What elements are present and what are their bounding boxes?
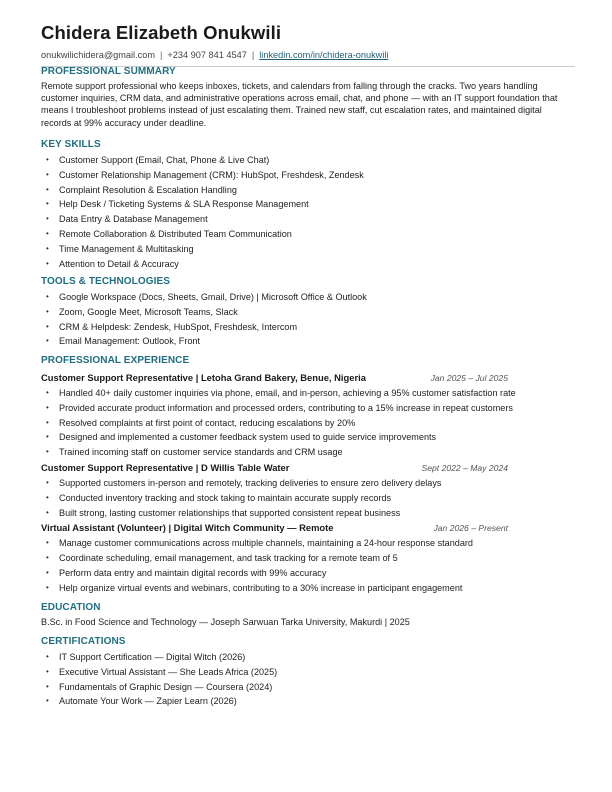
job-header xyxy=(41,461,508,475)
summary-section xyxy=(41,66,573,129)
certifications-list xyxy=(41,650,277,709)
list-item: • Supported customers in-person and remotely, tracking deliveries to ensure zero delivery delays xyxy=(41,476,516,491)
summary-text: Remote support professional who keeps inboxes, tickets, and calendars from falling through the cracks. Two years handling customer inquiries, CRM data, and administrative operations across email, chat, and phone — with an IT support foundation that means I troubleshoot problems instead of just escalating them. Trained new staff, cut escalation rates, and maintained digital records at 99% accuracy under deadline. xyxy=(41,81,558,128)
contact-separator: | xyxy=(160,50,163,60)
list-item: • CRM & Helpdesk: Zendesk, HubSpot, Freshdesk, Intercom xyxy=(41,320,367,335)
list-item: • Fundamentals of Graphic Design — Coursera (2024) xyxy=(41,680,277,695)
list-item: • Complaint Resolution & Escalation Handling xyxy=(41,183,364,198)
job-title: Customer Support Representative | D Willis Table Water xyxy=(41,461,290,473)
list-item: • Automate Your Work — Zapier Learn (2026) xyxy=(41,694,277,709)
list-item: • IT Support Certification — Digital Witch (2026) xyxy=(41,650,277,665)
job-title: Customer Support Representative | Letoha Grand Bakery, Benue, Nigeria xyxy=(41,372,366,383)
list-item: • Customer Support (Email, Chat, Phone & Live Chat) xyxy=(41,153,364,168)
job-title: Virtual Assistant (Volunteer) | Digital Witch Community — Remote xyxy=(41,522,334,534)
section-title-tools: TOOLS & TECHNOLOGIES xyxy=(41,276,171,287)
tools-list xyxy=(41,290,367,349)
job-dates: Sept 2022 – May 2024 xyxy=(421,462,508,473)
linkedin-link[interactable]: linkedin.com/in/chidera-onukwili xyxy=(259,50,389,60)
job-header xyxy=(41,371,508,385)
list-item: • Provided accurate product information and processed orders, contributing to a 15% increase in repeat customers xyxy=(41,401,516,416)
contact-line xyxy=(41,49,576,61)
list-item: • Coordinate scheduling, email management, and task tracking for a remote team of 5 xyxy=(41,551,516,566)
skills-list xyxy=(41,153,364,271)
list-item: • Google Workspace (Docs, Sheets, Gmail, Drive) | Microsoft Office & Outlook xyxy=(41,290,367,305)
list-item: • Manage customer communications across multiple channels, maintaining a 24-hour response standard xyxy=(41,536,516,551)
experience-section xyxy=(41,355,516,596)
contact-separator: | xyxy=(251,50,255,60)
list-item: • Remote Collaboration & Distributed Team Communication xyxy=(41,227,364,242)
section-title-experience: PROFESSIONAL EXPERIENCE xyxy=(41,355,190,366)
section-title-summary: PROFESSIONAL SUMMARY xyxy=(41,66,176,77)
list-item: • Help organize virtual events and webinars, contributing to a 30% increase in participant engagement xyxy=(41,581,516,596)
tools-section xyxy=(41,276,367,349)
job-bullets xyxy=(41,386,516,460)
list-item: • Perform data entry and maintain digital records with 99% accuracy xyxy=(41,566,516,581)
list-item: • Trained incoming staff on customer service standards and CRM usage xyxy=(41,445,516,460)
section-title-skills: KEY SKILLS xyxy=(41,139,101,150)
email-text: onukwilichidera@gmail.com xyxy=(41,50,156,60)
list-item: • Help Desk / Ticketing Systems & SLA Response Management xyxy=(41,197,364,212)
list-item: • Zoom, Google Meet, Microsoft Teams, Slack xyxy=(41,305,367,320)
job-bullets xyxy=(41,536,516,595)
phone-text: +234 907 841 4547 xyxy=(167,50,247,60)
list-item: • Resolved complaints at first point of contact, reducing escalations by 20% xyxy=(41,416,516,431)
education-section xyxy=(41,602,410,629)
education-entry: B.Sc. in Food Science and Technology — Joseph Sarwuan Tarka University, Makurdi | 2025 xyxy=(41,617,410,627)
list-item: • Email Management: Outlook, Front xyxy=(41,334,367,349)
list-item: • Time Management & Multitasking xyxy=(41,242,364,257)
job-dates: Jan 2025 – Jul 2025 xyxy=(430,373,508,383)
list-item: • Executive Virtual Assistant — She Leads Africa (2025) xyxy=(41,665,277,680)
job-bullets xyxy=(41,476,516,520)
skills-section xyxy=(41,139,364,271)
list-item: • Attention to Detail & Accuracy xyxy=(41,257,364,272)
list-item: • Designed and implemented a customer feedback system used to guide service improvements xyxy=(41,430,516,445)
section-title-education: EDUCATION xyxy=(41,602,101,613)
list-item: • Handled 40+ daily customer inquiries via phone, email, and in-person, achieving a 95% customer satisfaction rate xyxy=(41,386,516,401)
list-item: • Built strong, lasting customer relationships that supported consistent repeat business xyxy=(41,506,516,521)
list-item: • Conducted inventory tracking and stock taking to maintain accurate supply records xyxy=(41,491,516,506)
job-dates: Jan 2026 – Present xyxy=(433,523,508,534)
list-item: • Customer Relationship Management (CRM): HubSpot, Freshdesk, Zendesk xyxy=(41,168,364,183)
job-header xyxy=(41,521,508,535)
section-title-certifications: CERTIFICATIONS xyxy=(41,636,126,647)
candidate-name: Chidera Elizabeth Onukwili xyxy=(41,22,282,43)
certifications-section xyxy=(41,636,277,709)
list-item: • Data Entry & Database Management xyxy=(41,212,364,227)
